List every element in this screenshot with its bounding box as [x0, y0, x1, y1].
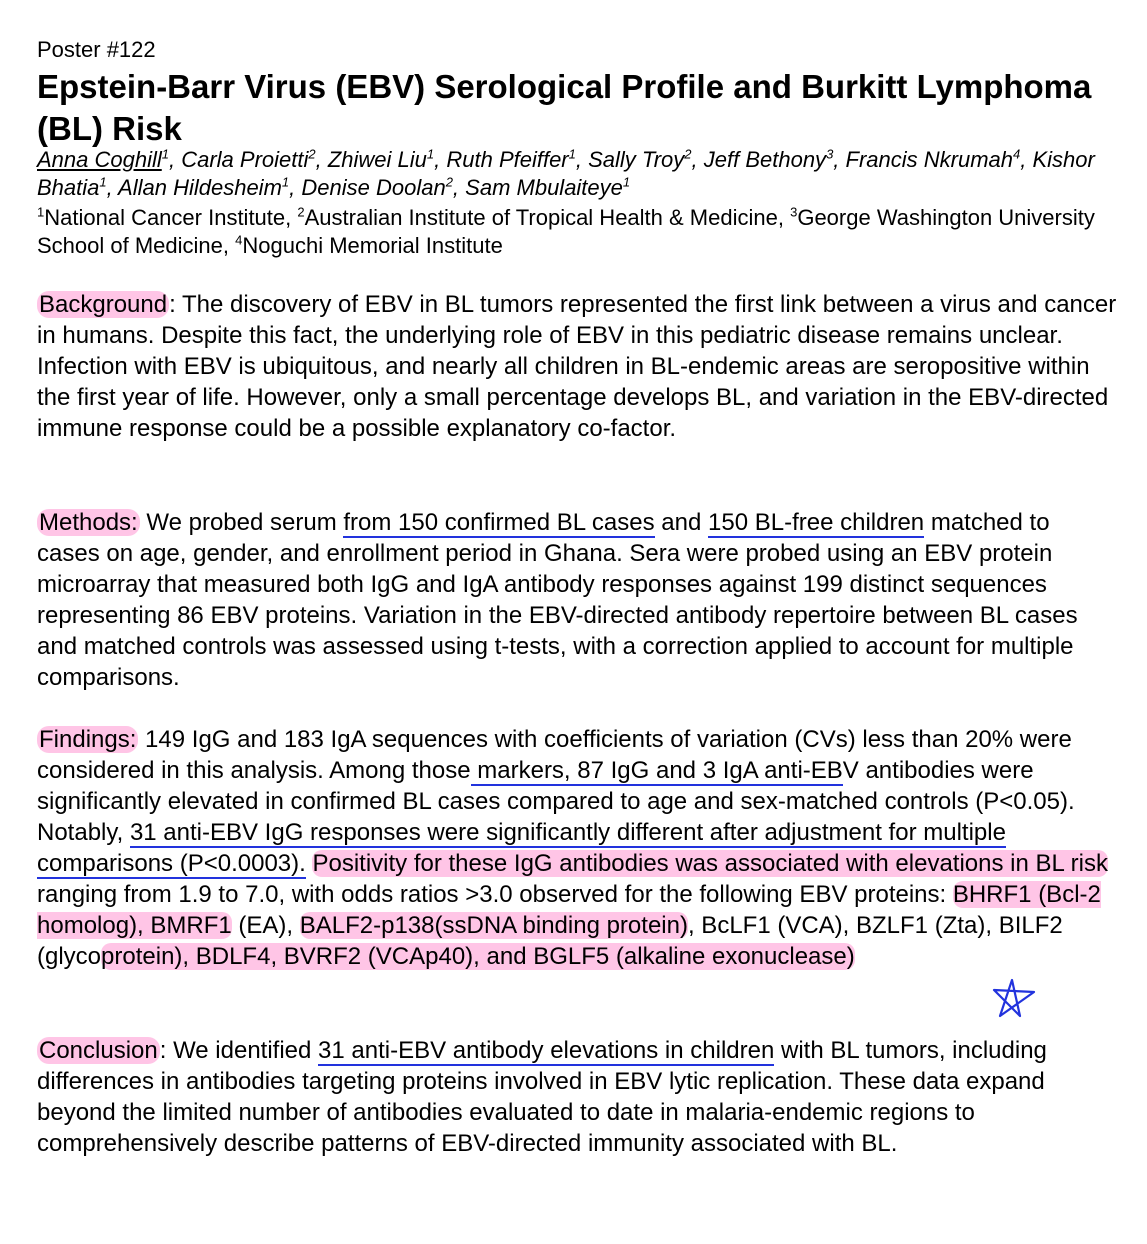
conclusion-underlined-elevations: 31 anti-EBV antibody elevations in children [318, 1037, 775, 1064]
author-name: Zhiwei Liu [327, 147, 427, 172]
author-list: Anna Coghill$^1$, Carla Proietti$^2$, Zhiwei Liu$^1$, Ruth Pfeiffer$^1$, Sally Troy$^2$, Jeff Bethony$^3$, Francis Nkrumah$^4$, Kishor Bhatia$^1$, Allan Hildesheim$^1$, Denise Doolan$^2$, Sam Mbulaiteye$^1$ [37, 146, 1095, 200]
background-section [37, 289, 1117, 444]
author-affiliation-number: 3 [826, 146, 834, 162]
findings-highlight-balf2: BALF2-p138(ssDNA binding protein) [299, 912, 688, 939]
author-affiliation-number: 1 [622, 174, 631, 190]
affiliation-number: 1 [37, 204, 45, 220]
findings-highlight-positivity: Positivity for these IgG antibodies was associated with elevations in BL risk [312, 850, 1108, 877]
affiliation-number: 3 [790, 204, 798, 220]
findings-highlight-proteins: protein), BDLF4, BVRF2 (VCAp40), and BGLF5 (alkaline exonuclease) [101, 943, 855, 970]
author-affiliation-number: 2 [684, 146, 692, 162]
conclusion-section [37, 1035, 1117, 1159]
methods-label: Methods: [39, 509, 138, 536]
findings-text: V antibodies were significantly elevated in confirmed BL cases compared to age and sex-matched controls (P<0.05). Notably, [37, 757, 1075, 846]
author-name: Kishor Bhatia [37, 147, 1095, 200]
affiliation-name: National Cancer Institute [44, 205, 286, 230]
methods-text: and [654, 509, 709, 536]
author-affiliation-number: 1 [281, 174, 290, 190]
methods-section [37, 507, 1117, 693]
author-name: Jeff Bethony [703, 147, 827, 172]
affiliation-number: 4 [235, 232, 243, 248]
findings-text: ranging from 1.9 to 7.0, with odds ratios >3.0 observed for the following EBV proteins: [37, 881, 953, 908]
methods-text: We probed serum [139, 509, 344, 536]
affiliation-name: George Washington University School of Medicine [37, 205, 1095, 258]
author-affiliation-number: 1 [426, 146, 435, 162]
author-affiliation-number: 2 [445, 174, 453, 190]
author-affiliation-number: 1 [568, 146, 576, 162]
findings-highlight-bhrf1: BHRF1 (Bcl-2 homolog), BMRF1 [37, 881, 1101, 939]
author-name: Allan Hildesheim [118, 175, 282, 200]
methods-text: matched to cases on age, gender, and enrollment period in Ghana. Sera were probed using an EBV protein microarray that measured both IgG and IgA antibody responses against 199 distinct sequences representing 86 EBV proteins. Variation in the EBV-directed antibody repertoire between BL cases and matched controls was assessed using t-tests, with a correction applied to account for multiple comparisons. [37, 509, 1078, 691]
affiliation-name: Noguchi Memorial Institute [242, 233, 503, 258]
affiliation-list: $^1$National Cancer Institute, $^2$Australian Institute of Tropical Health & Medicine, $^3$George Washington University School of Medicine, $^4$Noguchi Memorial Institute [37, 204, 1095, 258]
conclusion-label: Conclusion [39, 1037, 158, 1064]
author-name: Sally Troy [588, 147, 685, 172]
star-annotation-icon [990, 976, 1038, 1024]
author-affiliation-number: 4 [1013, 146, 1021, 162]
background-label: Background [39, 291, 168, 318]
findings-underlined-markers: markers, 87 IgG and 3 IgA anti-EB [470, 757, 843, 784]
findings-section [37, 724, 1117, 972]
findings-underlined-significant: 31 anti-EBV IgG responses were significantly different after adjustment for multiple comparisons (P<0.0003). [37, 819, 1006, 877]
findings-text: (EA), [231, 912, 300, 939]
poster-number: Poster #122 [37, 37, 156, 62]
author-name: Sam Mbulaiteye [465, 175, 623, 200]
author-name: Francis Nkrumah [845, 147, 1014, 172]
conclusion-text: with BL tumors, including differences in antibodies targeting proteins involved in EBV lytic replication. These data expand beyond the limited number of antibodies evaluated to date in malaria-endemic regions to comprehensively describe patterns of EBV-directed immunity associated with BL. [37, 1037, 1047, 1157]
author-name: Carla Proietti [181, 147, 309, 172]
author-name: Anna Coghill [37, 147, 162, 172]
author-affiliation-number: 2 [308, 146, 316, 162]
abstract-title: Epstein-Barr Virus (EBV) Serological Profile and Burkitt Lymphoma (BL) Risk [37, 68, 1092, 147]
author-affiliation-number: 1 [99, 174, 107, 190]
author-name: Ruth Pfeiffer [446, 147, 569, 172]
findings-text: 149 IgG and 183 IgA sequences with coefficients of variation (CVs) less than 20% were considered in this analysis. Among those [37, 726, 1072, 784]
methods-underlined-cases: from 150 confirmed BL cases [343, 509, 655, 536]
affiliation-number: 2 [297, 204, 305, 220]
conclusion-text: : We identified [159, 1037, 319, 1064]
author-affiliation-number: 1 [161, 146, 169, 162]
methods-underlined-controls: 150 BL-free children [708, 509, 925, 536]
affiliation-name: Australian Institute of Tropical Health & Medicine [304, 205, 778, 230]
background-text: : The discovery of EBV in BL tumors represented the first link between a virus and cancer in humans. Despite this fact, the underlying role of EBV in this pediatric disease remains unclear. Infection with EBV is ubiquitous, and nearly all children in BL-endemic areas are seropositive within the first year of life. However, only a small percentage develops BL, and variation in the EBV-directed immune response could be a possible explanatory co-factor. [37, 291, 1117, 442]
findings-text: , BcLF1 (VCA), BZLF1 (Zta), BILF2 (glyco [37, 912, 1063, 970]
findings-label: Findings: [39, 726, 137, 753]
author-name: Denise Doolan [301, 175, 446, 200]
